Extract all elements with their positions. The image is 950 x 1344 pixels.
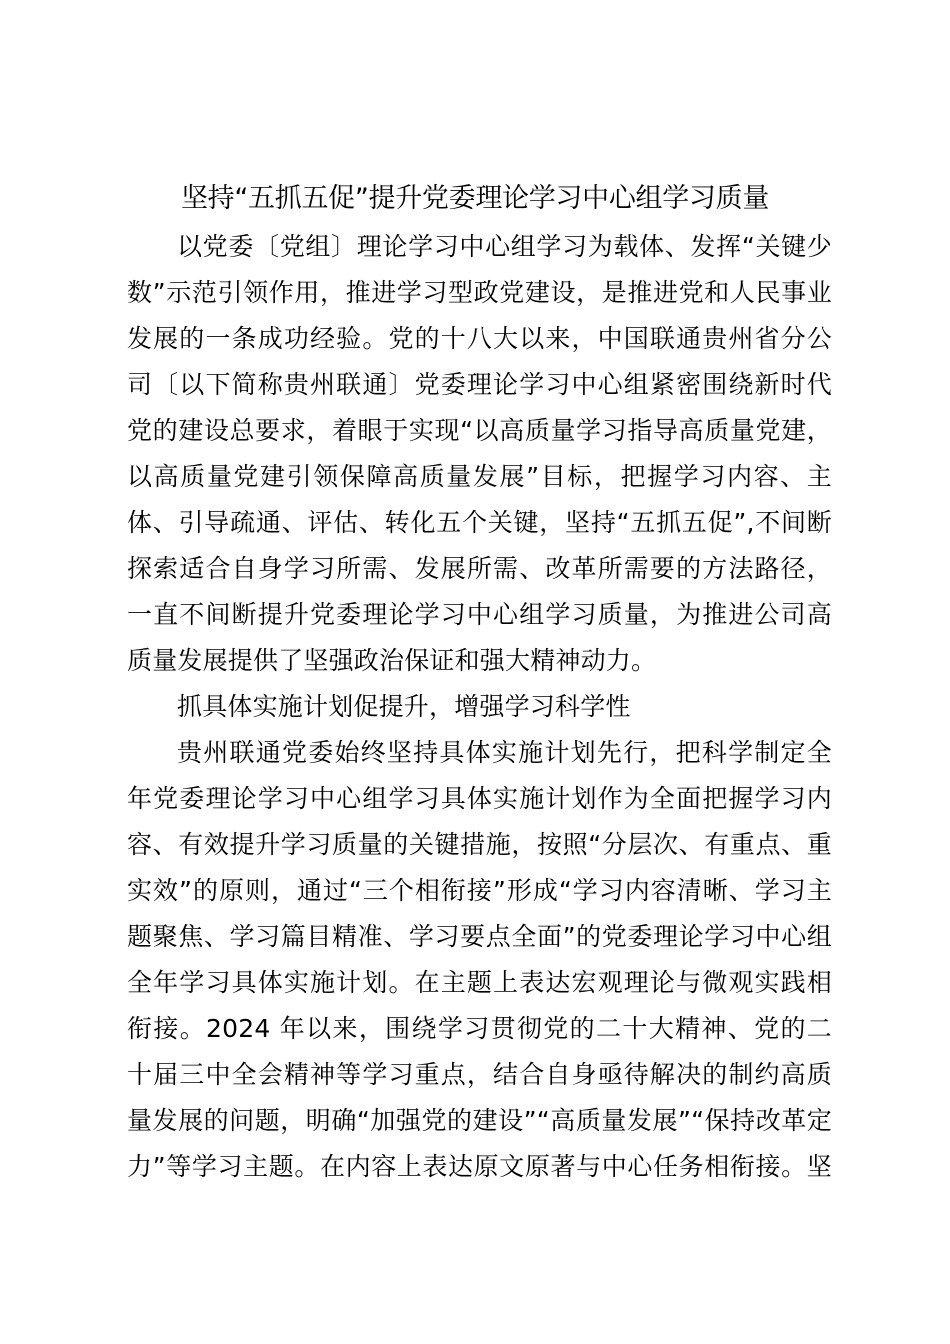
paragraph-line: 贵州联通党委始终坚持具体实施计划先行，把科学制定全 <box>177 738 832 767</box>
paragraph-line: 司〔以下简称贵州联通〕党委理论学习中心组紧密围绕新时代 <box>127 370 832 399</box>
paragraph-line: 发展的一条成功经验。党的十八大以来，中国联通贵州省分公 <box>127 324 832 353</box>
paragraph-line: 容、有效提升学习质量的关键措施，按照“分层次、有重点、重 <box>127 830 832 859</box>
section-heading: 抓具体实施计划促提升，增强学习科学性 <box>177 692 631 721</box>
paragraph-line: 党的建设总要求，着眼于实现“以高质量学习指导高质量党建， <box>127 416 832 445</box>
paragraph-line: 质量发展提供了坚强政治保证和强大精神动力。 <box>127 646 657 675</box>
paragraph-line: 十届三中全会精神等学习重点，结合自身亟待解决的制约高质 <box>127 1060 832 1089</box>
document-title: 坚持“五抓五促”提升党委理论学习中心组学习质量 <box>180 183 770 214</box>
paragraph-line: 数”示范引领作用，推进学习型政党建设，是推进党和人民事业 <box>127 278 832 307</box>
paragraph-line: 以党委〔党组〕理论学习中心组学习为载体、发挥“关键少 <box>177 232 832 261</box>
paragraph-line: 衔接。2024 年以来，围绕学习贯彻党的二十大精神、党的二 <box>127 1014 832 1043</box>
paragraph-line: 全年学习具体实施计划。在主题上表达宏观理论与微观实践相 <box>127 968 832 997</box>
paragraph-line: 力”等学习主题。在内容上表达原文原著与中心任务相衔接。坚 <box>127 1152 832 1181</box>
paragraph-line: 体、引导疏通、评估、转化五个关键，坚持“五抓五促”,不间断 <box>127 508 832 537</box>
paragraph-line: 一直不间断提升党委理论学习中心组学习质量，为推进公司高 <box>127 600 832 629</box>
paragraph-line: 年党委理论学习中心组学习具体实施计划作为全面把握学习内 <box>127 784 832 813</box>
document-body <box>127 224 832 1190</box>
paragraph-line: 探索适合自身学习所需、发展所需、改革所需要的方法路径， <box>127 554 832 583</box>
paragraph-line: 实效”的原则，通过“三个相衔接”形成“学习内容清晰、学习主 <box>127 876 832 905</box>
paragraph-line: 以高质量党建引领保障高质量发展”目标，把握学习内容、主 <box>127 462 832 491</box>
paragraph-line: 量发展的问题，明确“加强党的建设”“高质量发展”“保持改革定 <box>127 1106 832 1135</box>
paragraph-line: 题聚焦、学习篇目精准、学习要点全面”的党委理论学习中心组 <box>127 922 832 951</box>
